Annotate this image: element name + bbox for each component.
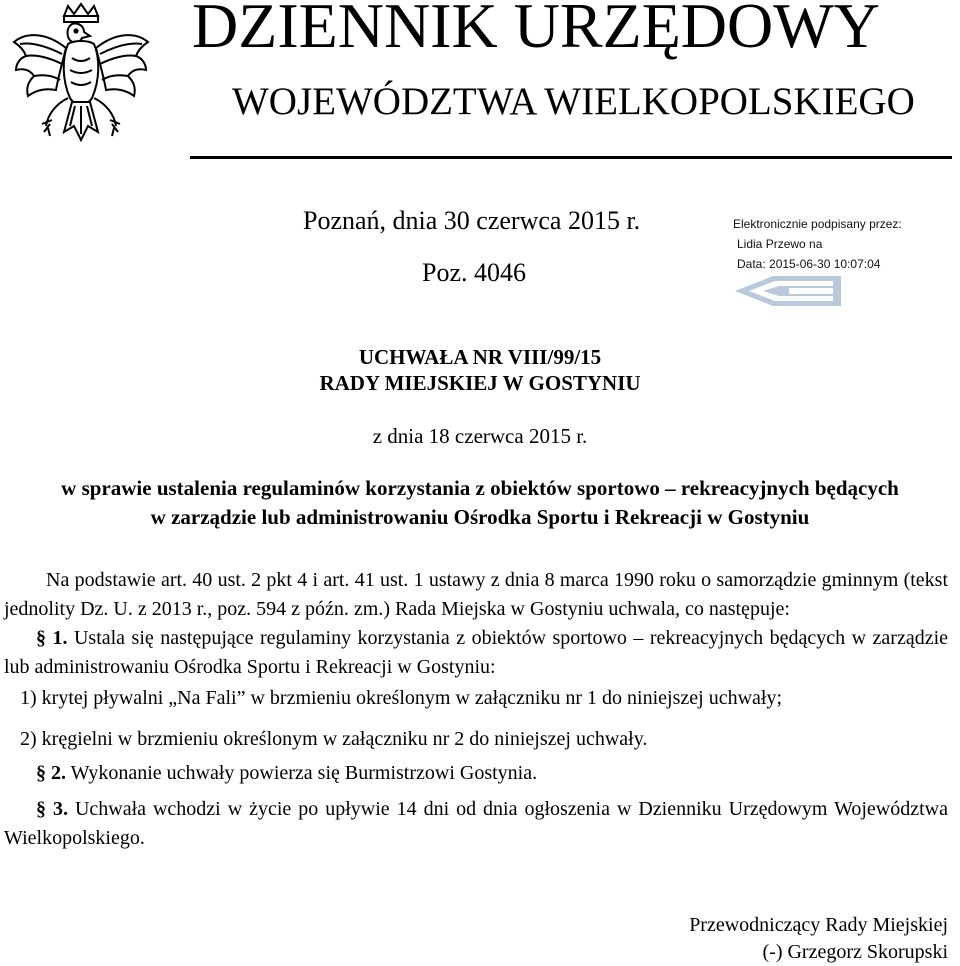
signature-verification-logo-icon <box>733 274 843 308</box>
paragraph-2-text: Wykonanie uchwały powierza się Burmistrzowi Gostynia. <box>70 762 538 784</box>
resolution-number: UCHWAŁA NR VIII/99/15 <box>358 345 602 369</box>
masthead-title: DZIENNIK URZĘDOWY <box>192 0 880 61</box>
list-item: 1) krytej pływalni „Na Fali” w brzmieniu określonym w załączniku nr 1 do niniejszej uchwały; <box>20 687 783 709</box>
esig-signed-by-label: Elektronicznie podpisany przez: <box>733 217 902 231</box>
resolution-council: RADY MIEJSKIEJ W GOSTYNIU <box>319 371 641 395</box>
list-item: 2) kręgielni w brzmieniu określonym w załączniku nr 2 do niniejszej uchwały. <box>20 728 648 750</box>
electronic-signature-stamp <box>733 214 933 274</box>
paragraph-1-label: § 1. <box>36 627 68 649</box>
esig-signer-name: Lidia Przewo na <box>737 237 823 251</box>
paragraph-1-text: Ustala się następujące regulaminy korzystania z obiektów sportowo – rekreacyjnych będących w zarządzie lub administrowaniu Ośrodka Sportu i Rekreacji w Gostyniu: <box>4 627 949 678</box>
paragraph-2-label: § 2. <box>36 762 66 784</box>
resolution-title <box>0 344 960 396</box>
paragraph-3 <box>4 795 948 853</box>
publication-position: Poz. 4046 <box>422 258 526 287</box>
resolution-subject-line-1: w sprawie ustalenia regulaminów korzystania z obiektów sportowo – rekreacyjnych będących <box>61 476 899 500</box>
signature-role: Przewodniczący Rady Miejskiej <box>689 914 948 936</box>
paragraph-1 <box>4 624 948 682</box>
masthead-divider <box>190 156 952 159</box>
signature-block <box>689 912 948 966</box>
resolution-subject <box>0 474 960 532</box>
paragraph-3-text: Uchwała wchodzi w życie po upływie 14 dni od dnia ogłoszenia w Dzienniku Urzędowym Województwa Wielkopolskiego. <box>4 798 948 849</box>
resolution-subject-line-2: w zarządzie lub administrowaniu Ośrodka Sportu i Rekreacji w Gostyniu <box>150 505 810 529</box>
polish-eagle-emblem-icon <box>6 2 156 160</box>
legal-basis-paragraph: Na podstawie art. 40 ust. 2 pkt 4 i art. 41 ust. 1 ustawy z dnia 8 marca 1990 roku o samorządzie gminnym (tekst jednolity Dz. U. z 2013 r., poz. 594 z późn. zm.) Rada Miejska w Gostyniu uchwala, co następuje: <box>4 569 948 620</box>
paragraph-3-label: § 3. <box>36 798 68 820</box>
esig-date: Data: 2015-06-30 10:07:04 <box>737 257 881 271</box>
signature-name: (-) Grzegorz Skorupski <box>762 941 948 963</box>
paragraph-2 <box>36 759 948 788</box>
masthead-subtitle: WOJEWÓDZTWA WIELKOPOLSKIEGO <box>232 80 915 123</box>
publication-place-date: Poznań, dnia 30 czerwca 2015 r. <box>303 206 641 235</box>
resolution-date: z dnia 18 czerwca 2015 r. <box>372 424 588 448</box>
